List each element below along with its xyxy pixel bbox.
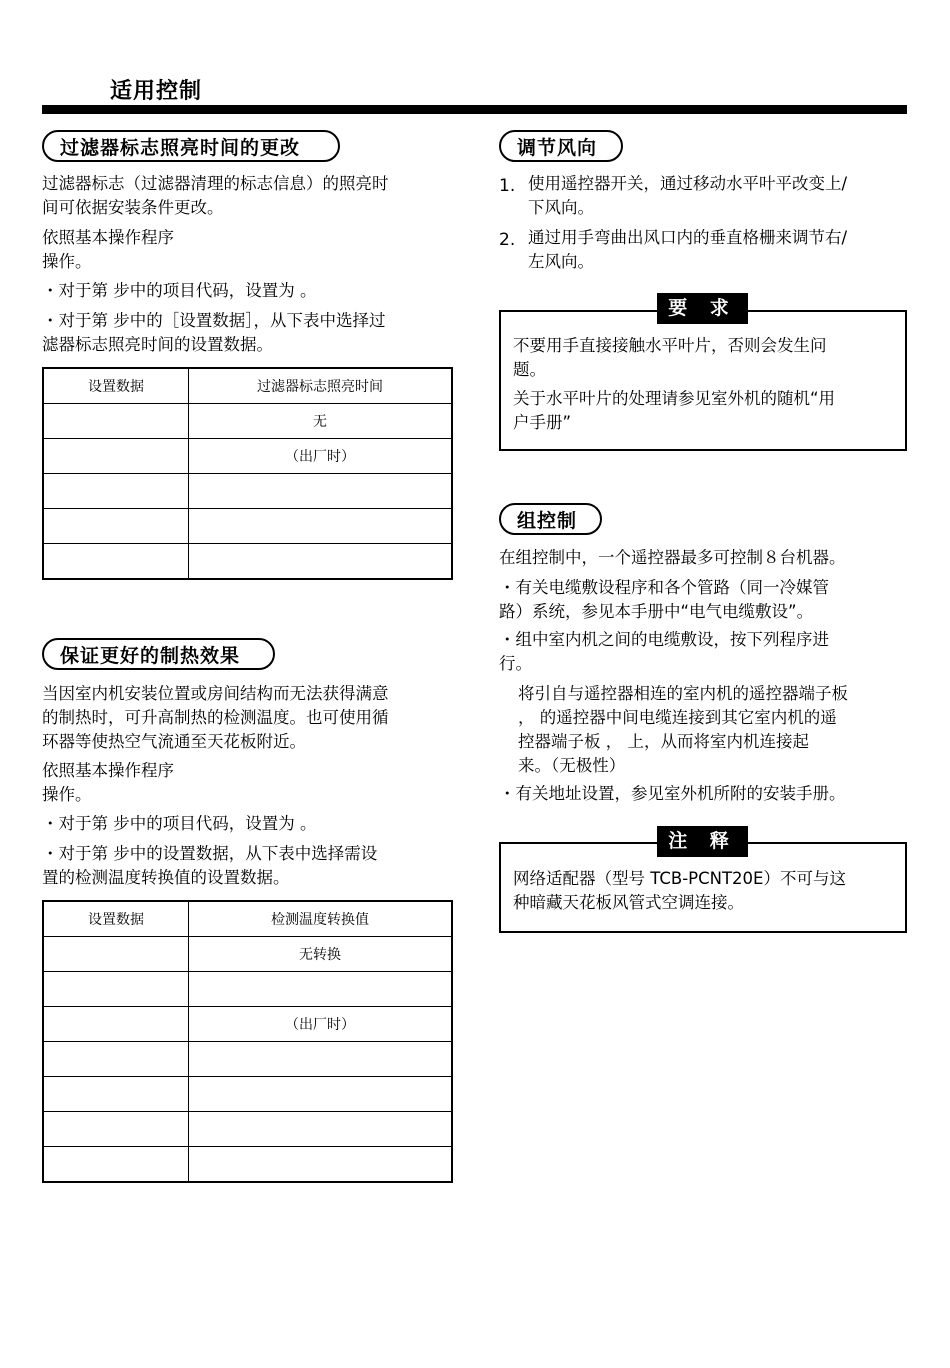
group-wiring — [518, 682, 848, 778]
heating-procedure — [42, 759, 174, 807]
table-cell — [43, 509, 189, 544]
filter-intro — [42, 172, 389, 220]
requirement-text-2 — [513, 387, 835, 435]
table-header: 设置数据 — [43, 368, 189, 404]
requirement-tag: 要 求 — [657, 293, 748, 324]
heating-bullet-2 — [42, 842, 377, 890]
table-cell: （出厂时） — [189, 1007, 453, 1042]
heating-intro-line: 的制热时，可升高制热的检测温度。也可使用循 — [42, 708, 389, 727]
group-bullet-line: ・有关电缆敷设程序和各个管路（同一冷媒管 — [499, 578, 829, 597]
table-cell — [43, 404, 189, 439]
note-line: 种暗藏天花板风管式空调连接。 — [513, 893, 744, 912]
table-cell: （出厂时） — [189, 439, 453, 474]
table-cell — [189, 972, 453, 1007]
note-tag: 注 释 — [657, 826, 748, 857]
heating-bullet-line: 置的检测温度转换值的设置数据。 — [42, 868, 290, 887]
table-cell — [43, 1042, 189, 1077]
table-header: 过滤器标志照亮时间 — [189, 368, 453, 404]
filter-procedure — [42, 226, 174, 274]
table-cell — [43, 1007, 189, 1042]
heating-bullet-line: ・对于第 步中的项目代码，设置为 。 — [42, 814, 317, 833]
table-cell — [189, 1042, 453, 1077]
requirement-line: 不要用手直接接触水平叶片，否则会发生问 — [513, 336, 827, 355]
requirement-line: 关于水平叶片的处理请参见室外机的随机“用 — [513, 389, 836, 408]
filter-procedure-line: 操作。 — [42, 252, 92, 271]
airflow-section-heading: 调节风向 — [499, 130, 623, 162]
requirement-text-1 — [513, 334, 827, 382]
note-text — [513, 867, 846, 915]
table-header: 设置数据 — [43, 901, 189, 937]
group-bullet-line: 路）系统，参见本手册中“电气电缆敷设”。 — [499, 602, 814, 621]
filter-bullet-line: 滤器标志照亮时间的设置数据。 — [42, 335, 273, 354]
heating-table — [42, 900, 453, 1183]
table-cell — [189, 1077, 453, 1112]
airflow-step-1 — [528, 172, 847, 220]
table-header: 检测温度转换值 — [189, 901, 453, 937]
group-intro: 在组控制中，一个遥控器最多可控制８台机器。 — [499, 548, 846, 567]
heating-intro-line: 当因室内机安装位置或房间结构而无法获得满意 — [42, 684, 389, 703]
table-cell — [43, 544, 189, 580]
heating-section-heading: 保证更好的制热效果 — [42, 638, 275, 670]
heating-procedure-line: 操作。 — [42, 785, 92, 804]
table-cell: 无转换 — [189, 937, 453, 972]
heating-intro-line: 环器等使热空气流通至天花板附近。 — [42, 732, 306, 751]
filter-intro-line: 间可依据安装条件更改。 — [42, 198, 224, 217]
airflow-step-line: 下风向。 — [528, 198, 594, 217]
table-cell — [189, 544, 453, 580]
group-bullet-line: ・组中室内机之间的电缆敷设，按下列程序进 — [499, 630, 829, 649]
group-bullet-3: ・有关地址设置，参见室外机所附的安装手册。 — [499, 784, 846, 803]
filter-section-heading: 过滤器标志照亮时间的更改 — [42, 130, 340, 162]
filter-table — [42, 367, 453, 580]
group-wiring-line: 控器端子板 ， 上，从而将室内机连接起 — [518, 732, 809, 751]
group-wiring-line: 来。（无极性） — [518, 756, 626, 775]
requirement-line: 户手册” — [513, 413, 572, 432]
heating-bullet-line: ・对于第 步中的设置数据，从下表中选择需设 — [42, 844, 378, 863]
heating-intro — [42, 682, 389, 754]
table-cell — [43, 439, 189, 474]
table-cell — [43, 1077, 189, 1112]
requirement-line: 题。 — [513, 360, 546, 379]
table-cell: 无 — [189, 404, 453, 439]
airflow-step-2 — [528, 226, 847, 274]
heating-bullet-1 — [42, 812, 317, 836]
table-cell — [43, 1147, 189, 1183]
filter-bullet-1 — [42, 279, 317, 303]
airflow-step-line: 左风向。 — [528, 252, 594, 271]
group-bullet-1 — [499, 576, 829, 624]
airflow-step-line: 通过用手弯曲出风口内的垂直格栅来调节右/ — [528, 228, 848, 247]
filter-bullet-line: ・对于第 步中的［设置数据］，从下表中选择过 — [42, 311, 386, 330]
group-bullet-line: 行。 — [499, 654, 532, 673]
filter-intro-line: 过滤器标志（过滤器清理的标志信息）的照亮时 — [42, 174, 389, 193]
table-cell — [43, 1112, 189, 1147]
table-cell — [189, 1147, 453, 1183]
group-bullet-2 — [499, 628, 829, 676]
filter-bullet-2 — [42, 309, 386, 357]
page-title: 适用控制 — [110, 79, 203, 104]
table-cell — [189, 509, 453, 544]
table-cell — [43, 474, 189, 509]
group-wiring-line: ， 的遥控器中间电缆连接到其它室内机的遥 — [518, 708, 837, 727]
heating-procedure-line: 依照基本操作程序 — [42, 761, 174, 780]
title-rule — [42, 105, 907, 114]
table-cell — [43, 937, 189, 972]
table-cell — [189, 474, 453, 509]
group-section-heading: 组控制 — [499, 503, 602, 535]
group-wiring-line: 将引自与遥控器相连的室内机的遥控器端子板 — [518, 684, 848, 703]
filter-procedure-line: 依照基本操作程序 — [42, 228, 174, 247]
table-cell — [43, 972, 189, 1007]
airflow-step-line: 使用遥控器开关，通过移动水平叶平改变上/ — [528, 174, 848, 193]
filter-bullet-line: ・对于第 步中的项目代码，设置为 。 — [42, 281, 317, 300]
step-number: 2. — [499, 230, 516, 250]
note-line: 网络适配器（型号 TCB-PCNT20E）不可与这 — [513, 869, 846, 888]
table-cell — [189, 1112, 453, 1147]
step-number: 1. — [499, 176, 516, 196]
